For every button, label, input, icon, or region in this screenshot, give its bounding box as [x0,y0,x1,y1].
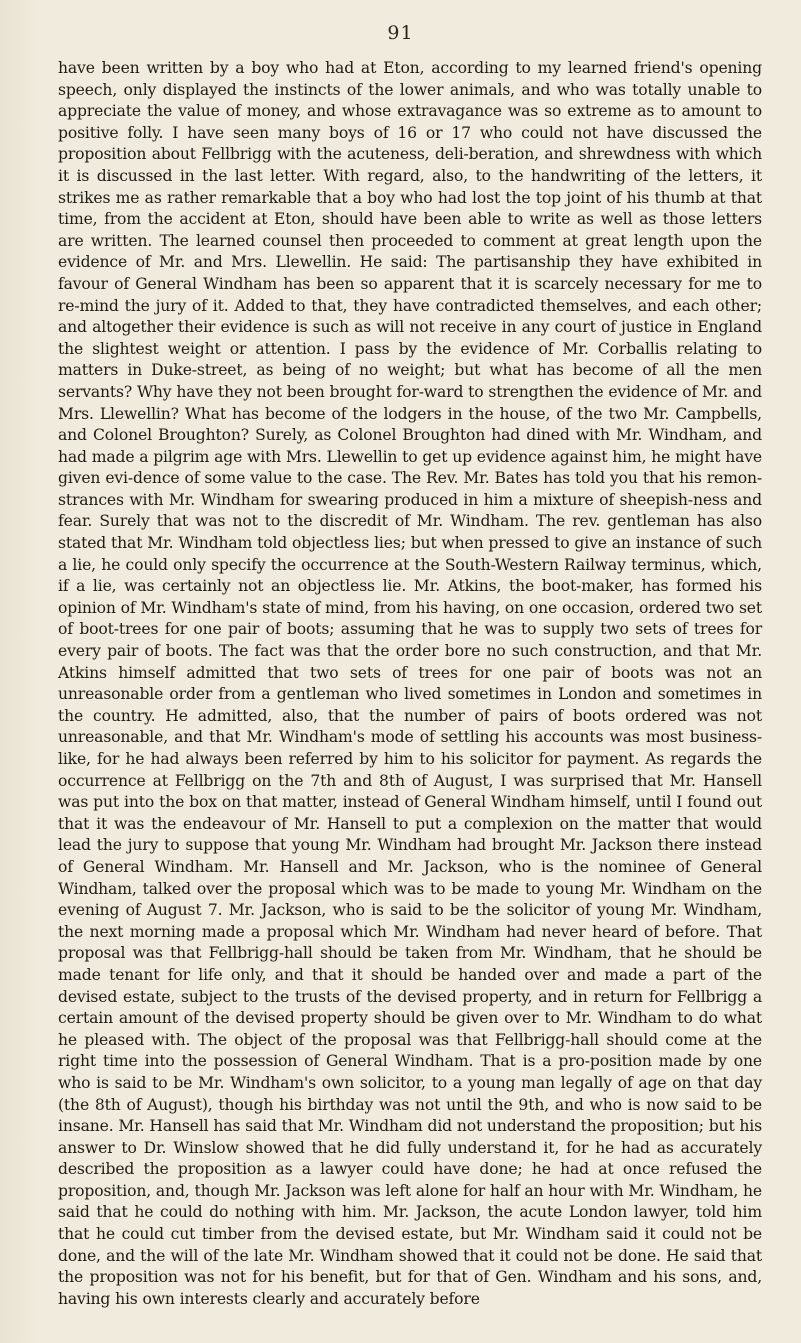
body-paragraph: have been written by a boy who had at Eton, according to my learned friend's opening speech, only displayed the instincts of the lower animals, and who was totally unable to appreciate the value of money, and whose extravagance was so extreme as to amount to positive folly. I have seen many boys of 16 or 17 who could not have discussed the proposition about Fellbrigg with the acuteness, deli-beration, and shrewdness with which it is discussed in the last letter. With regard, also, to the handwriting of the letters, it strikes me as rather remarkable that a boy who had lost the top joint of his thumb at that time, from the accident at Eton, should have been able to write as well as those letters are written. The learned counsel then proceeded to comment at great length upon the evidence of Mr. and Mrs. Llewellin. He said: The partisanship they have exhibited in favour of General Windham has been so apparent that it is scarcely necessary for me to re-mind the jury of it. Added to that, they have contradicted themselves, and each other; and altogether their evidence is such as will not receive in any court of justice in England the slightest weight or attention. I pass by the evidence of Mr. Corballis relating to matters in Duke-street, as being of no weight; but what has become of all the men servants? Why have they not been brought for-ward to strengthen the evidence of Mr. and Mrs. Llewellin? What has become of the lodgers in the house, of the two Mr. Campbells, and Colonel Broughton? Surely, as Colonel Broughton had dined with Mr. Windham, and had made a pilgrim age with Mrs. Llewellin to get up evidence against him, he might have given evi-dence of some value to the case. The Rev. Mr. Bates has told you that his remon-strances with Mr. Windham for swearing produced in him a mixture of sheepish-ness and fear. Surely that was not to the discredit of Mr. Windham. The rev. gentleman has also stated that Mr. Windham told objectless lies; but when pressed to give an instance of such a lie, he could only specify the occurrence at the South-Western Railway terminus, which, if a lie, was certainly not an objectless lie. Mr. Atkins, the boot-maker, has formed his opinion of Mr. Windham's state of mind, from his having, on one occasion, ordered two set of boot-trees for one pair of boots; assuming that he was to supply two sets of trees for every pair of boots. The fact was that the order bore no such construction, and that Mr. Atkins himself admitted that two sets of trees for one pair of boots was not an unreasonable order from a gentleman who lived sometimes in London and sometimes in the country. He admitted, also, that the number of pairs of boots ordered was not unreasonable, and that Mr. Windham's mode of settling his accounts was most business-like, for he had always been referred by him to his solicitor for payment. As regards the occurrence at Fellbrigg on the 7th and 8th of August, I was surprised that Mr. Hansell was put into the box on that matter, instead of General Windham himself, until I found out that it was the endeavour of Mr. Hansell to put a complexion on the matter that would lead the jury to suppose that young Mr. Windham had brought Mr. Jackson there instead of General Windham. Mr. Hansell and Mr. Jackson, who is the nominee of General Windham, talked over the proposal which was to be made to young Mr. Windham on the evening of August 7. Mr. Jackson, who is said to be the solicitor of young Mr. Windham, the next morning made a proposal which Mr. Windham had never heard of before. That proposal was that Fellbrigg-hall should be taken from Mr. Windham, that he should be made tenant for life only, and that it should be handed over and made a part of the devised estate, subject to the trusts of the devised property, and in return for Fellbrigg a certain amount of the devised property should be given over to Mr. Windham to do what he pleased with. The object of the proposal was that Fellbrigg-hall should come at the right time into the possession of General Windham. That is a pro-position made by one who is said to be Mr. Windham's own solicitor, to a young man legally of age on that day (the 8th of August), though his birthday was not until the 9th, and who is now said to be insane. Mr. Hansell has said that Mr. Windham did not understand the proposition; but his answer to Dr. Winslow showed that he did fully understand it, for he had as accurately described the proposition as a lawyer could have done; he had at once refused the proposition, and, though Mr. Jackson was left alone for half an hour with Mr. Windham, he said that he could do nothing with him. Mr. Jackson, the acute London lawyer, told him that he could cut timber from the devised estate, but Mr. Windham said it could not be done, and the will of the late Mr. Windham showed that it could not be done. He said that the proposition was not for his benefit, but for that of Gen. Windham and his sons, and, having his own interests clearly and accurately before [58,59,762,1308]
page-number: 91 [387,22,414,44]
